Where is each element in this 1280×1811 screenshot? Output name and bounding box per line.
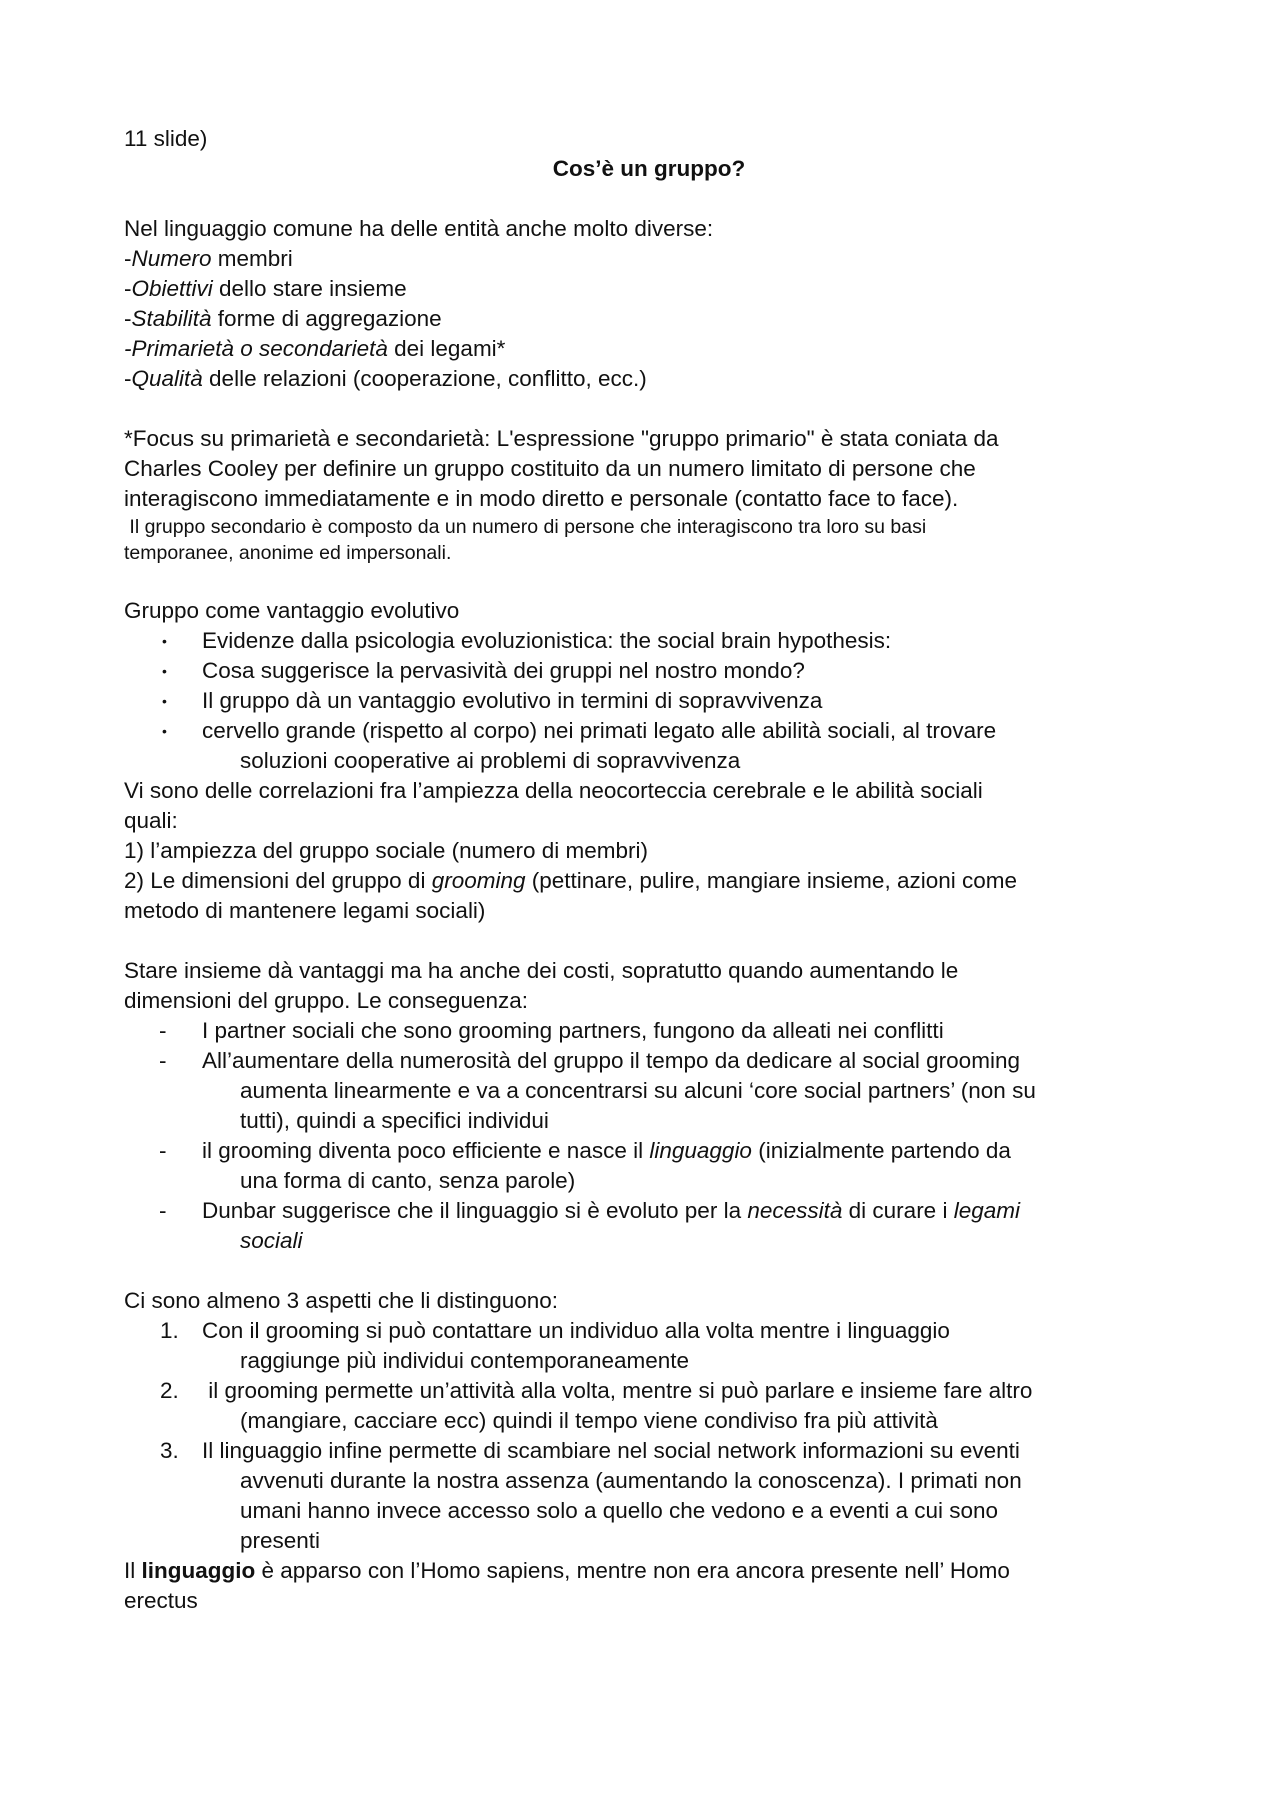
numbered-item: 1. Con il grooming si può contattare un individuo alla volta mentre i linguaggio (124, 1316, 1174, 1346)
intro-item: -Numero membri (124, 246, 293, 271)
bullet-item: • Cosa suggerisce la pervasività dei gruppi nel nostro mondo? (124, 656, 1174, 686)
dash-marker: - (159, 1018, 167, 1043)
bullet-icon: • (162, 633, 167, 649)
conclusion-line: erectus (124, 1588, 198, 1613)
correlation-line: quali: (124, 808, 178, 833)
bullet-icon: • (162, 723, 167, 739)
focus-small-line: Il gruppo secondario è composto da un numero di persone che interagiscono tra loro su basi (124, 516, 927, 538)
dash-item: - I partner sociali che sono grooming partners, fungono da alleati nei conflitti (124, 1016, 1174, 1046)
numbered-item: 2. il grooming permette un’attività alla volta, mentre si può parlare e insieme fare altro (124, 1376, 1174, 1406)
dash-continuation: sociali (240, 1228, 303, 1253)
numbered-continuation: presenti (240, 1528, 321, 1553)
conclusion-line: Il linguaggio è apparso con l’Homo sapiens, mentre non era ancora presente nell’ Homo (124, 1558, 1010, 1583)
bullet-icon: • (162, 693, 167, 709)
dash-continuation: aumenta linearmente e va a concentrarsi su alcuni ‘core social partners’ (non su (240, 1078, 1036, 1103)
dash-item: - il grooming diventa poco efficiente e nasce il linguaggio (inizialmente partendo da (124, 1136, 1174, 1166)
dash-continuation: tutti), quindi a specifici individui (240, 1108, 549, 1133)
dash-marker: - (159, 1198, 167, 1223)
number-marker: 3. (160, 1438, 179, 1463)
bullet-icon: • (162, 663, 167, 679)
costs-line: dimensioni del gruppo. Le conseguenza: (124, 988, 529, 1013)
evolution-heading: Gruppo come vantaggio evolutivo (124, 598, 460, 623)
intro-item: -Qualità delle relazioni (cooperazione, conflitto, ecc.) (124, 366, 647, 391)
focus-line: Charles Cooley per definire un gruppo costituito da un numero limitato di persone che (124, 456, 976, 481)
numbered-continuation: avvenuti durante la nostra assenza (aumentando la conoscenza). I primati non (240, 1468, 1022, 1493)
dash-item: - Dunbar suggerisce che il linguaggio si è evoluto per la necessità di curare i legami (124, 1196, 1174, 1226)
intro-lead: Nel linguaggio comune ha delle entità anche molto diverse: (124, 216, 714, 241)
intro-item: -Stabilità forme di aggregazione (124, 306, 442, 331)
bullet-continuation: soluzioni cooperative ai problemi di sopravvivenza (240, 748, 741, 773)
grooming-line: 2) Le dimensioni del gruppo di grooming (pettinare, pulire, mangiare insieme, azioni come (124, 868, 1017, 893)
dash-continuation: una forma di canto, senza parole) (240, 1168, 576, 1193)
correlation-line: Vi sono delle correlazioni fra l’ampiezza della neocorteccia cerebrale e le abilità sociali (124, 778, 983, 803)
intro-item: -Primarietà o secondarietà dei legami* (124, 336, 506, 361)
correlation-line: 1) l’ampiezza del gruppo sociale (numero di membri) (124, 838, 648, 863)
dash-item: - All’aumentare della numerosità del gruppo il tempo da dedicare al social grooming (124, 1046, 1174, 1076)
numbered-item: 3. Il linguaggio infine permette di scambiare nel social network informazioni su eventi (124, 1436, 1174, 1466)
slide-reference: 11 slide) (124, 126, 208, 151)
bullet-item: • cervello grande (rispetto al corpo) nei primati legato alle abilità sociali, al trovare (124, 716, 1174, 746)
numbered-continuation: (mangiare, cacciare ecc) quindi il tempo viene condiviso fra più attività (240, 1408, 938, 1433)
focus-small-line: temporanee, anonime ed impersonali. (124, 542, 452, 564)
bullet-item: • Il gruppo dà un vantaggio evolutivo in termini di sopravvivenza (124, 686, 1174, 716)
bullet-item: • Evidenze dalla psicologia evoluzionistica: the social brain hypothesis: (124, 626, 1174, 656)
focus-line: *Focus su primarietà e secondarietà: L'espressione "gruppo primario" è stata coniata da (124, 426, 999, 451)
focus-line: interagiscono immediatamente e in modo diretto e personale (contatto face to face). (124, 486, 959, 511)
number-marker: 1. (160, 1318, 179, 1343)
numbered-continuation: umani hanno invece accesso solo a quello che vedono e a eventi a cui sono (240, 1498, 999, 1523)
number-marker: 2. (160, 1378, 179, 1403)
document-page (124, 124, 1174, 1616)
costs-line: Stare insieme dà vantaggi ma ha anche dei costi, sopratutto quando aumentando le (124, 958, 959, 983)
intro-item: -Obiettivi dello stare insieme (124, 276, 407, 301)
numbered-continuation: raggiunge più individui contemporaneamente (240, 1348, 690, 1373)
grooming-line: metodo di mantenere legami sociali) (124, 898, 486, 923)
dash-marker: - (159, 1048, 167, 1073)
aspects-heading: Ci sono almeno 3 aspetti che li distinguono: (124, 1288, 559, 1313)
dash-marker: - (159, 1138, 167, 1163)
page-title: Cos’è un gruppo? (552, 156, 746, 181)
